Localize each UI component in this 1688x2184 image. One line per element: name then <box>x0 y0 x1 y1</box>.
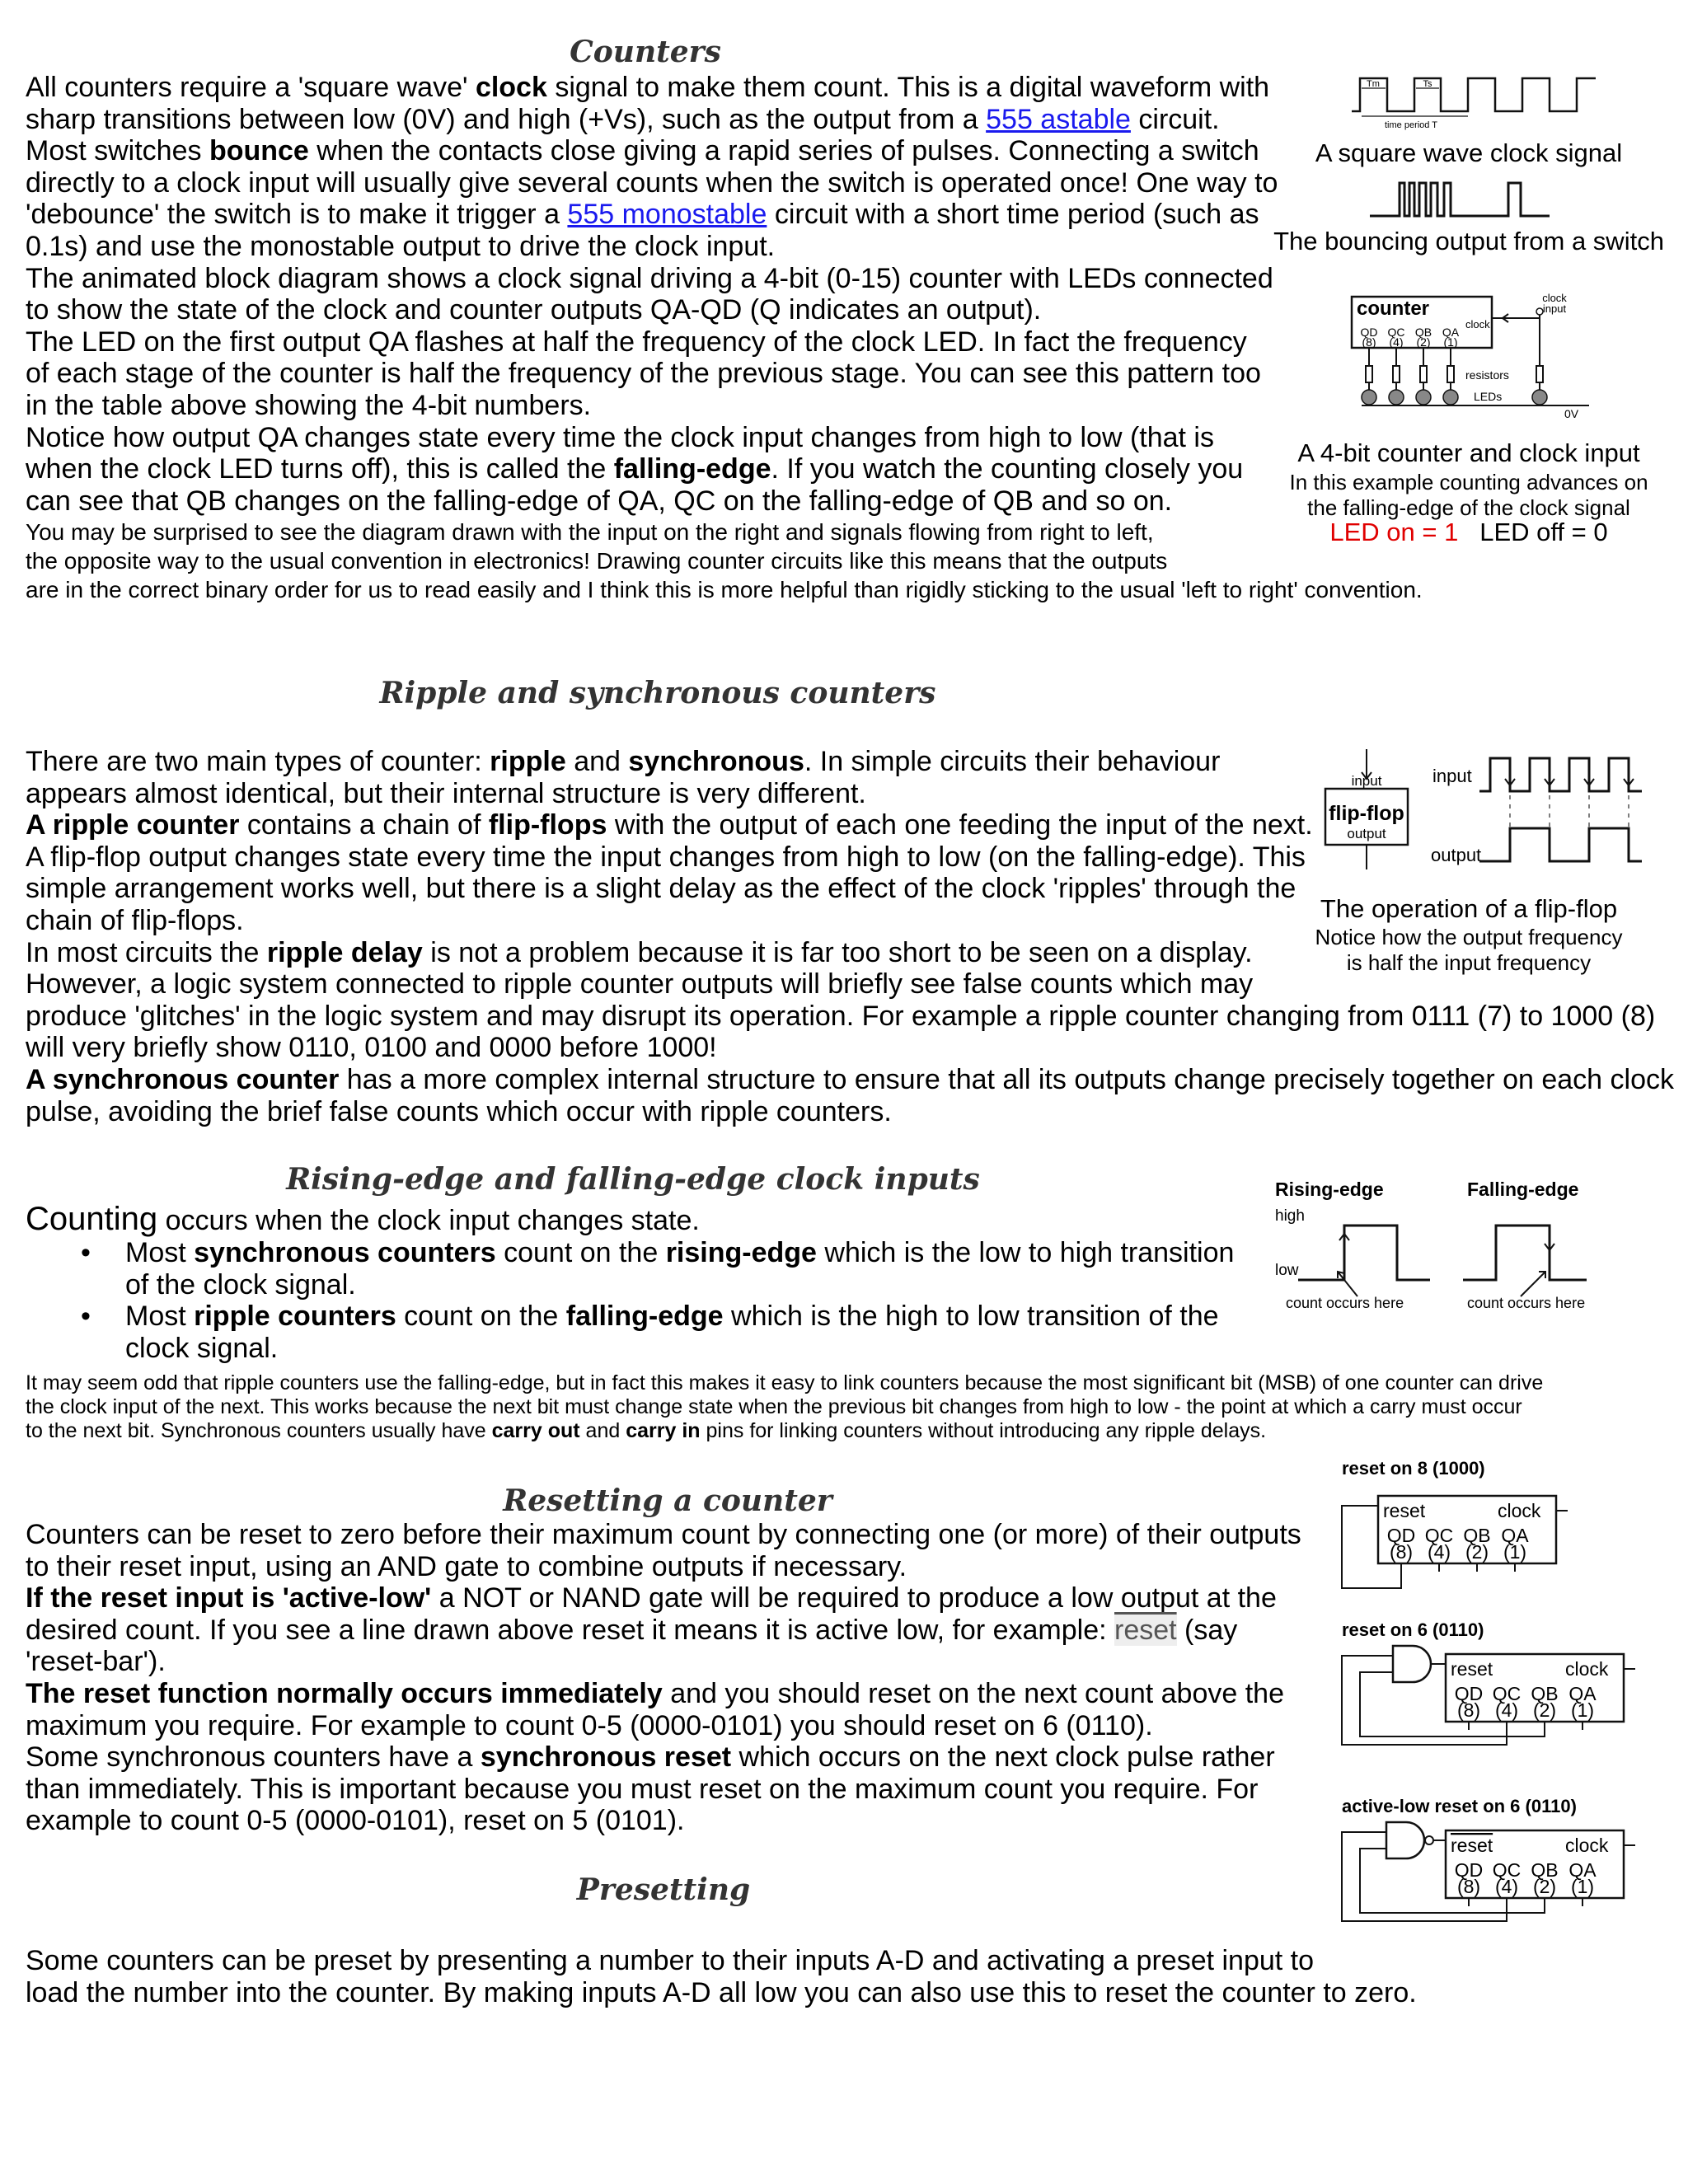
text: occurs when the clock input changes state. <box>157 1205 700 1236</box>
counters-paragraphs <box>26 72 1278 517</box>
edges-diagram <box>1265 1174 1644 1315</box>
text: when the clock LED turns off), this is called the <box>26 453 614 485</box>
output-label: QC <box>1492 1683 1522 1704</box>
leds-label: LEDs <box>1474 390 1503 403</box>
text-line: produce 'glitches' in the logic system and may disrupt its operation. For example a ripple counter changing from 0111 (7) to 1000 (8) <box>26 1000 1656 1032</box>
output-label: QD <box>1454 1859 1484 1881</box>
weight-label: (1) <box>1570 1699 1595 1721</box>
wave-input-label: input <box>1432 766 1472 786</box>
text: which is the low to high transition <box>816 1237 1235 1268</box>
led-legend <box>1329 518 1607 547</box>
output-label: QA <box>1501 1525 1529 1546</box>
text-line: the clock input of the next. This works because the next bit must change state when the previous bit changes from high to low - the point at which a carry must occur <box>26 1395 1522 1418</box>
text-line: example to count 0-5 (0000-0101), reset on 5 (0101). <box>26 1805 685 1837</box>
text-line: chain of flip-flops. <box>26 904 244 936</box>
reset-paragraphs <box>26 1519 1301 1837</box>
text: (say <box>1176 1614 1238 1646</box>
reset-pin-label: reset <box>1383 1500 1426 1521</box>
text-line: to their reset input, using an AND gate to combine outputs if necessary. <box>26 1550 907 1582</box>
output-label: QA <box>1568 1859 1597 1881</box>
clock-input-label: clock <box>1542 292 1567 304</box>
text-line: the opposite way to the usual convention in electronics! Drawing counter circuits like this means that the outputs <box>26 548 1168 574</box>
text: circuit. <box>1130 103 1220 135</box>
output-label: QD <box>1360 326 1378 339</box>
text: contains a chain of <box>239 809 489 841</box>
link-555-astable[interactable]: 555 astable <box>986 103 1131 135</box>
text: with the output of each one feeding the input of the next. <box>607 809 1313 841</box>
text: of the clock signal. <box>125 1268 356 1301</box>
text-line: of each stage of the counter is half the frequency of the previous stage. You can see this pattern too <box>26 358 1261 390</box>
text: a NOT or NAND gate will be required to produce a low output at the <box>431 1582 1277 1615</box>
output-label: QC <box>1424 1525 1454 1546</box>
section-title-presetting: Presetting <box>576 1872 751 1907</box>
text-line: to show the state of the clock and counter outputs QA-QD (Q indicates an output). <box>26 294 1042 326</box>
text-line: 0.1s) and use the monostable output to drive the clock input. <box>26 230 776 262</box>
text: In most circuits the <box>26 936 267 968</box>
weight-label: (2) <box>1532 1876 1557 1897</box>
list-item <box>26 1237 1234 1301</box>
text: circuit with a short time period (such as <box>767 199 1259 231</box>
text-bold: ripple delay <box>266 936 423 968</box>
weight-label: (2) <box>1416 335 1431 349</box>
led-on-text: LED on = 1 <box>1329 518 1459 546</box>
weight-label: (1) <box>1503 1541 1527 1563</box>
text-line: than immediately. This is important because you must reset on the maximum count you require. For <box>26 1773 1259 1805</box>
reset-diagram-title: reset on 6 (0110) <box>1342 1619 1484 1640</box>
text-bold: falling-edge <box>565 1301 724 1333</box>
text-bold: clock <box>475 72 547 103</box>
ff-input-label: input <box>1351 773 1382 789</box>
count-here-label: count occurs here <box>1286 1295 1404 1311</box>
weight-label: (1) <box>1443 335 1458 349</box>
output-label: QB <box>1531 1859 1559 1881</box>
weight-label: (4) <box>1494 1876 1519 1897</box>
text-line: pulse, avoiding the brief false counts which occur with ripple counters. <box>26 1095 892 1127</box>
text: and you should reset on the next count above the <box>662 1677 1284 1709</box>
text: which occurs on the next clock pulse rather <box>731 1741 1275 1774</box>
preset-paragraphs <box>26 1945 1417 2008</box>
ff-label: flip-flop <box>1329 802 1404 825</box>
bounce-diagram <box>1368 179 1574 220</box>
text: All counters require a 'square wave' <box>26 72 476 103</box>
text-line: appears almost identical, but their internal structure is very different. <box>26 777 866 809</box>
counter-box-label: counter <box>1357 298 1430 320</box>
text-bold: carry in <box>626 1419 701 1442</box>
clock-pin-label: clock <box>1565 1835 1609 1856</box>
output-label: QB <box>1414 326 1432 339</box>
text: is not a problem because it is far too short to be seen on a display. <box>422 936 1253 968</box>
text-line: Counters can be reset to zero before their maximum count by connecting one (or more) of their outputs <box>26 1519 1301 1550</box>
weight-label: (4) <box>1389 335 1404 349</box>
text: and <box>579 1419 626 1442</box>
text: 'debounce' the switch is to make it trigger a <box>26 199 568 231</box>
output-label: QC <box>1492 1859 1522 1881</box>
counter-diagram <box>1342 290 1606 430</box>
text: sharp transitions between low (0V) and high (+Vs), such as the output from a <box>26 103 987 135</box>
text-line: You may be surprised to see the diagram drawn with the input on the right and signals flowing from right to left, <box>26 519 1154 545</box>
high-label: high <box>1275 1207 1305 1225</box>
output-label: QA <box>1442 326 1460 339</box>
weight-label: (2) <box>1532 1699 1557 1721</box>
text-line: In this example counting advances on <box>1289 470 1648 494</box>
text: desired count. If you see a line drawn above reset it means it is active low, for example: <box>26 1614 1115 1646</box>
text: Some synchronous counters have a <box>26 1741 481 1774</box>
weight-label: (8) <box>1456 1699 1481 1721</box>
ts-label: Ts <box>1423 79 1432 89</box>
output-label: QB <box>1531 1683 1559 1704</box>
edges-intro <box>26 1201 700 1238</box>
flip-flop-diagram <box>1319 746 1648 894</box>
zero-v-label: 0V <box>1564 407 1579 420</box>
text: . If you watch the counting closely you <box>771 453 1244 485</box>
text-line: 'reset-bar'). <box>26 1646 166 1678</box>
counter-subcaption <box>1289 470 1648 521</box>
text-bold: A synchronous counter <box>26 1063 340 1095</box>
text-bold: synchronous <box>628 746 804 777</box>
text-bold: bounce <box>209 135 309 167</box>
text: and <box>565 746 629 777</box>
bounce-caption: The bouncing output from a switch <box>1273 227 1664 255</box>
clock-pin-label: clock <box>1498 1500 1541 1521</box>
text: count on the <box>495 1237 666 1268</box>
falling-edge-label: Falling-edge <box>1467 1179 1579 1200</box>
edges-note <box>26 1371 1543 1443</box>
counters-note <box>26 518 1423 604</box>
text: . In simple circuits their behaviour <box>804 746 1221 777</box>
text-bold: The reset function normally occurs immediately <box>26 1677 663 1709</box>
section-title-counters: Counters <box>570 35 721 69</box>
text-line: A flip-flop output changes state every time the input changes from high to low (on the falling-edge). This <box>26 841 1306 873</box>
text-bold: synchronous counters <box>194 1237 496 1268</box>
output-label: QC <box>1387 326 1405 339</box>
output-label: QD <box>1454 1683 1484 1704</box>
counter-caption: A 4-bit counter and clock input <box>1297 438 1640 467</box>
list-item <box>26 1301 1234 1364</box>
text-bold: ripple counters <box>194 1301 396 1333</box>
square-wave-diagram <box>1350 70 1597 136</box>
text-line: load the number into the counter. By making inputs A-D all low you can also use this to reset the counter to zero. <box>26 1976 1417 2008</box>
text-bold: If the reset input is 'active-low' <box>26 1582 432 1615</box>
weight-label: (4) <box>1494 1699 1519 1721</box>
weight-label: (4) <box>1427 1541 1451 1563</box>
weight-label: (2) <box>1465 1541 1489 1563</box>
text-bold: carry out <box>491 1419 580 1442</box>
reset-diagrams <box>1335 1455 1648 1924</box>
text-line: Notice how output QA changes state every time the clock input changes from high to low (that is <box>26 421 1214 453</box>
output-label: QB <box>1463 1525 1491 1546</box>
text-line: is half the input frequency <box>1346 950 1592 975</box>
text: which is the high to low transition of the <box>723 1301 1219 1333</box>
rising-edge-label: Rising-edge <box>1275 1179 1384 1200</box>
text-line: the falling-edge of the clock signal <box>1307 495 1630 520</box>
low-label: low <box>1275 1262 1299 1279</box>
section-title-edges: Rising-edge and falling-edge clock inputs <box>286 1162 980 1197</box>
section-title-reset: Resetting a counter <box>503 1483 832 1518</box>
text-bold: flip-flops <box>488 809 607 841</box>
text: clock signal. <box>125 1332 279 1364</box>
tm-label: Tm <box>1367 79 1380 89</box>
text-bold: rising-edge <box>665 1237 817 1268</box>
square-wave-caption: A square wave clock signal <box>1315 138 1623 167</box>
text-line: Notice how the output frequency <box>1315 925 1623 949</box>
text: to the next bit. Synchronous counters usually have <box>26 1419 492 1442</box>
weight-label: (8) <box>1362 335 1376 349</box>
clock-pin-label: clock <box>1565 1658 1609 1680</box>
period-label: time period T <box>1385 120 1437 130</box>
text: has a more complex internal structure to ensure that all its outputs change precisely together on each clock <box>339 1063 1674 1095</box>
text-line: will very briefly show 0110, 0100 and 0000 before 1000! <box>26 1032 717 1064</box>
text-line: directly to a clock input will usually give several counts when the switch is operated once! One way to <box>26 166 1278 199</box>
edges-bullet-list <box>26 1237 1234 1364</box>
wave-output-label: output <box>1431 845 1482 865</box>
weight-label: (8) <box>1456 1876 1481 1897</box>
text-line: simple arrangement works well, but there is a slight delay as the effect of the clock 'ripples' through the <box>26 873 1296 905</box>
link-555-monostable[interactable]: 555 monostable <box>567 199 767 231</box>
output-label: QD <box>1386 1525 1416 1546</box>
reset-bar-example: reset <box>1114 1614 1177 1646</box>
reset-pin-label: reset <box>1451 1658 1493 1680</box>
ff-caption: The operation of a flip-flop <box>1320 894 1618 923</box>
weight-label: (1) <box>1570 1876 1595 1897</box>
section-title-ripple: Ripple and synchronous counters <box>379 676 936 710</box>
text: pins for linking counters without introducing any ripple delays. <box>700 1419 1267 1442</box>
led-off-text: LED off = 0 <box>1479 518 1608 546</box>
text-line: The animated block diagram shows a clock signal driving a 4-bit (0-15) counter with LEDs connected <box>26 262 1273 294</box>
text: when the contacts close giving a rapid series of pulses. Connecting a switch <box>308 135 1259 167</box>
text-large: Counting <box>26 1201 158 1237</box>
text: Most switches <box>26 135 209 167</box>
reset-diagram-title: reset on 8 (1000) <box>1342 1458 1485 1479</box>
text-line: in the table above showing the 4-bit numbers. <box>26 389 592 421</box>
text: There are two main types of counter: <box>26 746 490 777</box>
text: count on the <box>396 1301 566 1333</box>
text: Most <box>125 1237 195 1268</box>
text-line: maximum you require. For example to count 0-5 (0000-0101) you should reset on 6 (0110). <box>26 1709 1153 1741</box>
output-label: QA <box>1568 1683 1597 1704</box>
text: signal to make them count. This is a digital waveform with <box>546 72 1270 103</box>
ff-subcaption <box>1315 925 1623 976</box>
text-bold: synchronous reset <box>480 1741 732 1774</box>
text-bold: A ripple counter <box>26 809 240 841</box>
ff-output-label: output <box>1347 826 1386 841</box>
text-line: However, a logic system connected to ripple counter outputs will briefly see false counts which may <box>26 968 1254 1001</box>
text-bold: falling-edge <box>613 453 771 485</box>
resistors-label: resistors <box>1465 368 1509 382</box>
text-line: Some counters can be preset by presenting a number to their inputs A-D and activating a preset input to <box>26 1945 1315 1976</box>
text-line: It may seem odd that ripple counters use the falling-edge, but in fact this makes it easy to link counters because the most significant bit (MSB) of one counter can drive <box>26 1371 1544 1394</box>
count-here-label: count occurs here <box>1467 1295 1586 1311</box>
text-line: can see that QB changes on the falling-edge of QA, QC on the falling-edge of QB and so on. <box>26 485 1173 517</box>
reset-pin-label: reset <box>1451 1835 1493 1856</box>
reset-diagram-title: active-low reset on 6 (0110) <box>1342 1796 1577 1816</box>
text-line: The LED on the first output QA flashes at half the frequency of the clock LED. In fact the frequency <box>26 326 1247 358</box>
clock-input-label: input <box>1542 302 1567 315</box>
clock-label: clock <box>1465 318 1490 330</box>
text-line: are in the correct binary order for us to read easily and I think this is more helpful than rigidly sticking to the usual 'left to right' convention. <box>26 577 1423 602</box>
text: Most <box>125 1301 195 1333</box>
weight-label: (8) <box>1389 1541 1414 1563</box>
text-bold: ripple <box>490 746 566 777</box>
